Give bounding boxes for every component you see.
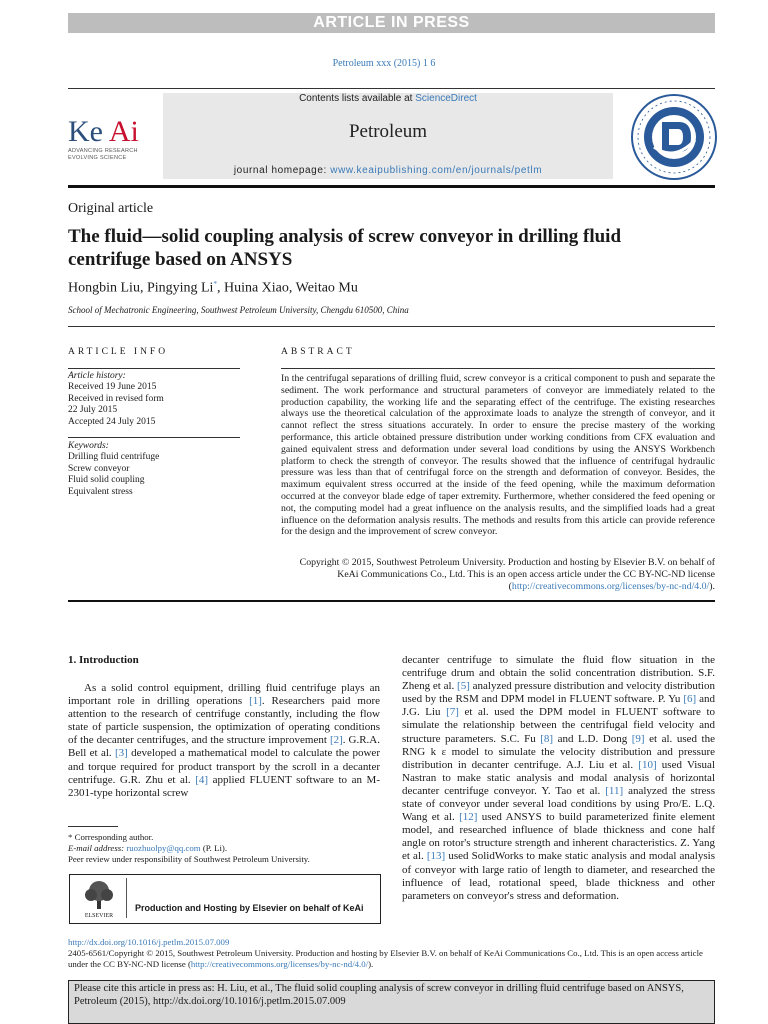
keywords: Keywords: Drilling fluid centrifuge Screw conveyor Fluid solid coupling Equivalent stress [68,441,160,497]
keyword: Drilling fluid centrifuge [68,452,160,463]
license-link[interactable]: http://creativecommons.org/licenses/by-nc-nd/4.0/ [190,959,369,969]
info-divider-2 [68,437,240,438]
svg-text:ELSEVIER: ELSEVIER [84,913,114,919]
citation-link[interactable]: [3] [115,747,128,760]
footnote-corresponding: * Corresponding author. [68,832,154,842]
keai-logo: Ke Ai ADVANCING RESEARCH EVOLVING SCIENCE [68,115,139,161]
citation-link[interactable]: [5] [457,680,470,693]
citation-link[interactable]: [10] [638,758,657,771]
section-heading-introduction: 1. Introduction [68,654,139,666]
author-email-link[interactable]: ruozhuolpy@qq.com [126,843,201,854]
license-link[interactable]: http://creativecommons.org/licenses/by-nc-nd/4.0/ [511,580,710,592]
corresponding-author-mark[interactable]: * [213,280,217,288]
abstract-divider [281,368,715,369]
citation-link[interactable]: [4] [195,773,209,786]
citation-link[interactable]: [2] [329,734,343,747]
article-in-press-banner: ARTICLE IN PRESS [68,13,715,33]
abstract-text: In the centrifugal separations of drilling fluid, screw conveyor is a critical component to push and separate the sediment. The work performance and structural parameters of conveyor are immediately related to the production capability, the working life and the separating effect of the centrifuge. The existing researches always use the theoretical calculation of the approximate loads to analyze the strength of conveyor, and it cannot reflect the stress situations accurately. In order to ensure the precise mastery of the working performance, this article obtained pressure distribution under working conditions from CFX evaluation and gained equivalent stress and deformation under several load conditions by using the ANSYS Workbench platform to check the strength of conveyor. The results showed that the influence of centrifugal hydraulic pressure was less than that of centrifugal force on the strength and deformation of conveyor. Besides, the maximum equivalent stress occurred at the inside of the feed opening, while the maximum deformation occurred at the conveyor blade edge of taper extremity. Furthermore, whether considered the feed opening or not, the computing model had a great influence on the analysis results, and the simplified loads had a great influence on the deformation analysis results. The methods and results from this article can provide reference for the design and the improvement of screw conveyor. [281,373,715,538]
keyword: Fluid solid coupling [68,475,145,486]
keyword: Equivalent stress [68,486,133,497]
body-column-right: decanter centrifuge to simulate the fluid flow situation in the centrifuge drum and obtain the solid concentration distribution. S.F. Zheng et al. [5] analyzed pressure distribution and velocity distribution used by the RSM and DPM model in FLUENT software. P. Yu [6] and J.G. Liu [7] et al. used the DPM model in FLUENT software to simulate the relationship between the centrifugal field velocity and structure parameters. S.C. Fu [8] and L.D. Dong [9] et al. used the RNG k ε model to simulate the velocity distribution and pressure distribution in decanter centrifuge. A.J. Liu et al. [10] used Visual Nastran to make static analysis and modal analysis of horizontal decanter centrifuge conveyor. Y. Tao et al. [11] analyzed the stress state of conveyor under several load conditions by using Pro/E. L.Q. Wang et al. [12] used ANSYS to build parameterized finite element model, and researched influence of blade thickness and cone half angle on rotor's structure strength and inherent characteristics. Z. Yang et al. [13] used SolidWorks to make static analysis and modal analysis of conveyor with large ratio of length to diameter, and researched the influence of lead, rotational speed, blade thickness and other parameters on conveyor's stress and deformation. [402,654,715,902]
info-divider-1 [68,368,240,369]
title-divider [68,326,715,327]
citation-link[interactable]: [9] [631,732,645,745]
issn-copyright: 2405-6561/Copyright © 2015, Southwest Petroleum University. Production and hosting by Elsevier B.V. on behalf of KeAi Communications Co., Ltd. This is an open access article under the CC BY-NC-ND license (http://creativecommons.org/licenses/by-nc-nd/4.0/). [68,948,703,969]
elsevier-hosting-text: Production and Hosting by Elsevier on behalf of KeAi [135,903,364,913]
citation-link[interactable]: [11] [605,784,624,797]
body-column-left: As a solid control equipment, drilling fluid centrifuge plays an important role in drilling operations [1]. Researchers paid more attention to the research of centrifuge constantly, including the flow state of particle suspension, the optimization of operating conditions of the decanter centrifuges, and the structure improvement [2]. G.R.A. Bell et al. [3] developed a mathematical model to calculate the power and torque required for product transport by the scroll in a decanter centrifuge. G.R. Zhu et al. [4] applied FLUENT software to an M-2301-type horizontal screw [68,682,380,799]
abstract-heading: ABSTRACT [281,347,355,357]
author-list: Hongbin Liu, Pingying Li*, Huina Xiao, Weitao Mu [68,280,358,296]
keyword: Screw conveyor [68,463,130,474]
article-history: Article history: Received 19 June 2015 Received in revised form 22 July 2015 Accepted 24 July 2015 [68,371,164,427]
citation-link[interactable]: [1] [249,695,262,708]
article-type: Original article [68,201,154,216]
citation-link[interactable]: [12] [459,811,478,824]
elsevier-tree-logo [76,877,122,919]
article-title: The fluid—solid coupling analysis of screw conveyor in drilling fluid centrifuge based on ANSYS [68,226,622,270]
abstract-bottom-divider [68,600,715,602]
header-divider-top [68,88,715,89]
journal-homepage-line: journal homepage: www.keaipublishing.com/en/journals/petlm [233,165,543,176]
journal-title: Petroleum [348,121,428,142]
journal-reference[interactable]: Petroleum xxx (2015) 1 6 [332,58,436,69]
doi-link[interactable]: http://dx.doi.org/10.1016/j.petlm.2015.07.009 [68,937,230,947]
footnote-peer-review: Peer review under responsibility of Southwest Petroleum University. [68,854,310,865]
university-seal-logo [629,92,719,182]
sciencedirect-link[interactable]: ScienceDirect [415,93,477,104]
journal-homepage-link[interactable]: www.keaipublishing.com/en/journals/petlm [330,165,543,176]
article-info-heading: ARTICLE INFO [68,347,169,357]
elsevier-separator [126,878,127,918]
abstract-copyright: Copyright © 2015, Southwest Petroleum University. Production and hosting by Elsevier B.V. on behalf of KeAi Communications Co., Ltd. This is an open access article under the CC BY-NC-ND license (http://creativecommons.org/licenses/by-nc-nd/4.0/). [299,557,715,592]
contents-line: Contents lists available at ScienceDirect [299,93,477,104]
affiliation: School of Mechatronic Engineering, Southwest Petroleum University, Chengdu 610500, China [68,305,409,315]
footnotes [68,832,380,866]
header-divider-bottom [68,185,715,188]
citation-text: Please cite this article in press as: H. Liu, et al., The fluid solid coupling analysis of screw conveyor in drilling fluid centrifuge based on ANSYS, Petroleum (2015), http://dx.doi.org/10.1016/j.petlm.2015.07.009 [74,983,684,1007]
citation-link[interactable]: [8] [540,732,554,745]
footnote-email: E-mail address: ruozhuolpy@qq.com (P. Li). [68,843,228,854]
citation-link[interactable]: [13] [426,850,446,863]
citation-link[interactable]: [6] [683,693,697,706]
citation-link[interactable]: [7] [446,706,459,719]
footnote-divider [68,826,118,827]
